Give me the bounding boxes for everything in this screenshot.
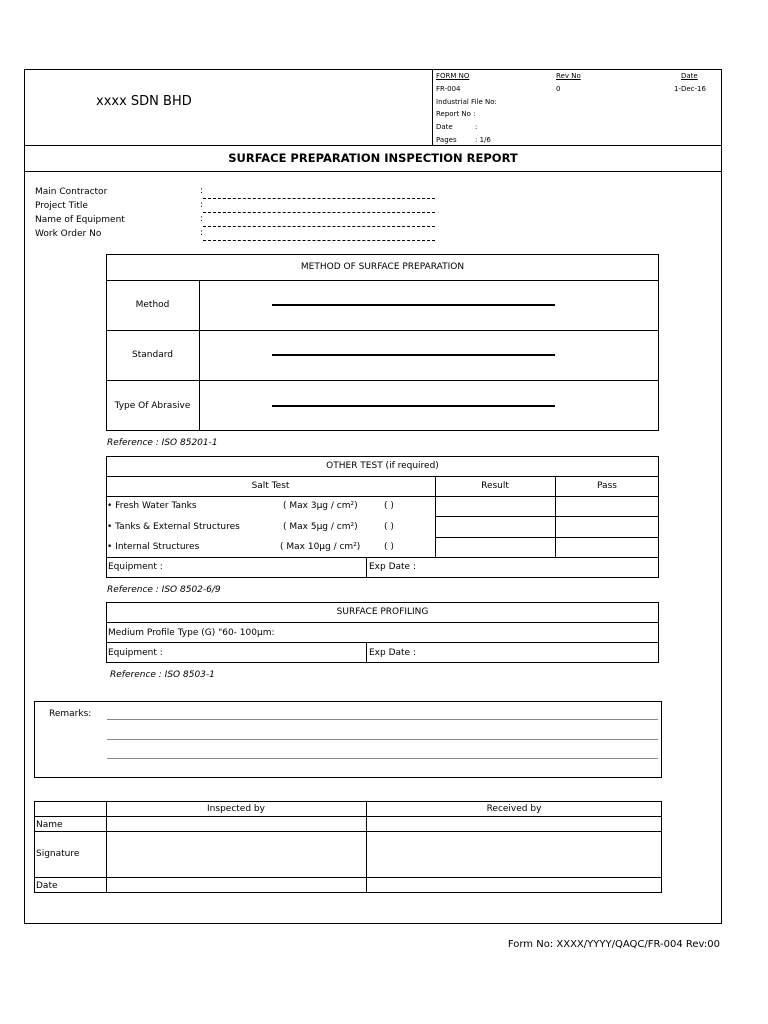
receiver-name-cell[interactable] [367,817,661,830]
report-title: SURFACE PREPARATION INSPECTION REPORT [228,151,518,165]
title-bottom-line [24,171,722,172]
header-bottom-line [24,145,722,146]
profiling-col-exp [366,642,367,663]
medium-profile-label: Medium Profile Type (G) "60- 100µm: [108,628,275,638]
tanks-external-label: • Tanks & External Structures [107,522,240,532]
rev-no-label: Rev No [556,72,581,80]
receiver-date-cell[interactable] [367,878,661,892]
work-order-colon: : [200,228,204,238]
inspected-by-header: Inspected by [207,804,265,814]
standard-label: Standard [132,350,173,360]
profiling-line-2 [106,642,659,643]
equipment-name-label: Name of Equipment [35,215,125,225]
form-no-value: FR-004 [436,85,461,93]
pages-value: : 1/6 [475,136,491,144]
work-order-label: Work Order No [35,229,102,239]
report-no-label: Report No : [436,110,476,118]
inspector-date-cell[interactable] [107,878,365,892]
company-name: xxxx SDN BHD [96,94,192,109]
project-title-colon: : [200,200,204,210]
method-reference: Reference : ISO 85201-1 [107,438,218,448]
name-row-label: Name [36,820,63,830]
main-contractor-label: Main Contractor [35,187,108,197]
surface-profiling-title: SURFACE PROFILING [336,607,429,617]
fresh-water-label: • Fresh Water Tanks [107,501,197,511]
inspector-signature-cell[interactable] [107,832,365,876]
abrasive-label: Type Of Abrasive [114,401,191,411]
other-test-line-1 [106,476,659,477]
main-contractor-field[interactable] [203,198,435,199]
standard-input-line[interactable] [272,354,555,356]
signature-row-label: Signature [36,849,80,859]
other-test-col-exp [366,557,367,578]
fresh-water-max: ( Max 3µg / cm²) [283,501,358,511]
inspector-name-cell[interactable] [107,817,365,830]
rev-no-value: 0 [556,85,561,93]
salt-exp-date-label: Exp Date : [369,562,416,572]
method-row-line-1 [106,330,659,331]
profiling-exp-date-label: Exp Date : [369,648,416,658]
remarks-line-2[interactable] [107,739,658,740]
header-divider [432,69,433,145]
remarks-label: Remarks: [49,709,92,719]
abrasive-input-line[interactable] [272,405,555,407]
date-label: Date [681,72,698,80]
internal-structures-max: ( Max 10µg / cm²) [280,542,361,552]
tanks-external-reading: ( ) [384,522,394,532]
internal-structures-label: • Internal Structures [107,542,200,552]
method-section-title: METHOD OF SURFACE PREPARATION [300,262,465,272]
pass-header: Pass [597,481,617,491]
pages-label: Pages [436,136,457,144]
form-no-label: FORM NO [436,72,470,80]
project-title-label: Project Title [35,201,88,211]
profiling-reference: Reference : ISO 8503-1 [110,670,215,680]
other-test-table [106,456,659,578]
remarks-line-1[interactable] [107,719,658,720]
equipment-name-field[interactable] [203,226,435,227]
other-test-line-4 [435,537,659,538]
method-input-line[interactable] [272,304,555,306]
header-date-row-label: Date [436,123,453,131]
method-header-line [106,280,659,281]
profiling-line-1 [106,622,659,623]
project-title-field[interactable] [203,212,435,213]
tanks-external-max: ( Max 5µg / cm²) [283,522,358,532]
fresh-water-reading: ( ) [384,501,394,511]
other-test-title: OTHER TEST (if required) [326,461,439,471]
method-label: Method [135,300,170,310]
header-date-row-colon: : [475,123,478,131]
internal-structures-reading: ( ) [384,542,394,552]
date-value: 1-Dec-16 [674,85,706,93]
method-col-divider [199,280,200,431]
salt-equipment-label: Equipment : [108,562,163,572]
other-test-line-5 [106,557,659,558]
footer-form-number: Form No: XXXX/YYYY/QAQC/FR-004 Rev:00 [507,939,720,950]
result-header: Result [481,481,509,491]
other-test-line-3 [435,516,659,517]
received-by-header: Received by [486,804,542,814]
industrial-file-label: Industrial File No: [436,98,497,106]
other-test-reference: Reference : ISO 8502-6/9 [107,585,221,595]
remarks-line-3[interactable] [107,758,658,759]
main-contractor-colon: : [200,186,204,196]
other-test-line-2 [106,496,659,497]
method-row-line-2 [106,380,659,381]
work-order-field[interactable] [203,240,435,241]
salt-test-header: Salt Test [251,481,290,491]
date-row-label: Date [36,881,58,891]
receiver-signature-cell[interactable] [367,832,661,876]
profiling-equipment-label: Equipment : [108,648,163,658]
equipment-name-colon: : [200,214,204,224]
